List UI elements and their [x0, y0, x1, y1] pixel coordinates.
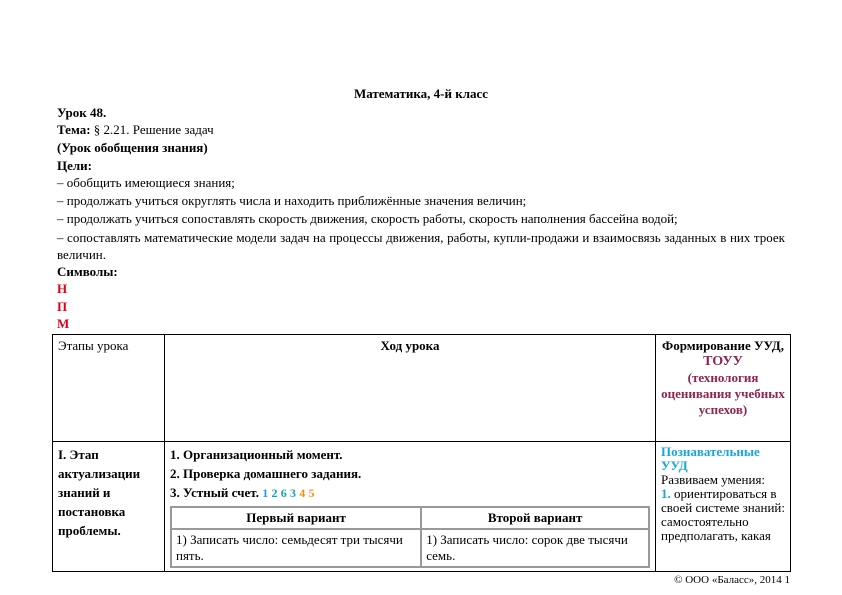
- symbol-n: Н: [57, 281, 68, 296]
- second-variant-task: 1) Записать число: сорок две тысячи семь.: [421, 529, 649, 567]
- variants-table: [170, 506, 650, 568]
- uud-develop: Развиваем умения:: [661, 472, 766, 487]
- step-number: 2: [271, 486, 278, 500]
- stage-name: I. Этап актуализации знаний и постановка проблемы.: [53, 442, 165, 572]
- plan-item: 1. Организационный момент.: [170, 447, 343, 462]
- step-number: 6: [280, 486, 287, 500]
- goal-item: – обобщить имеющиеся знания;: [57, 175, 235, 190]
- goal-item: – сопоставлять математические модели задач на процессы движения, работы, купли-продажи и взаимосвязь заданных в них троек величин.: [57, 230, 785, 262]
- plan-item: 2. Проверка домашнего задания.: [170, 466, 362, 481]
- uud-point: [661, 487, 785, 543]
- uud-header-title: Формирование УУД,: [662, 338, 784, 353]
- uud-header: [656, 335, 791, 442]
- topic-text: § 2.21. Решение задач: [90, 122, 214, 137]
- first-variant-task: 1) Записать число: семьдесят три тысячи пять.: [171, 529, 421, 567]
- lesson-flow-header: Ход урока: [165, 335, 656, 442]
- second-variant-header: Второй вариант: [421, 507, 649, 529]
- step-number: 3: [289, 486, 296, 500]
- lesson-plan: [165, 442, 656, 572]
- symbol-p: П: [57, 299, 68, 314]
- copyright-footer: © ООО «Баласс», 2014 1: [674, 574, 790, 586]
- table-row: [53, 442, 791, 572]
- table-row: [171, 529, 649, 567]
- goals-label: Цели:: [57, 158, 92, 173]
- symbols-label: Символы:: [57, 264, 118, 279]
- topic-label: Тема:: [57, 122, 91, 137]
- first-variant-header: Первый вариант: [171, 507, 421, 529]
- plan-item: [170, 483, 650, 503]
- page-title: Математика, 4-й класс: [353, 86, 489, 101]
- touu-description: (технология оценивания учебных успехов): [661, 370, 785, 417]
- topic-line: [57, 122, 214, 138]
- uud-heading: Познавательные УУД: [661, 444, 760, 473]
- stages-header: Этапы урока: [53, 335, 165, 442]
- uud-point-number: 1.: [661, 486, 671, 501]
- step-number: 1: [262, 486, 269, 500]
- lesson-number: Урок 48.: [57, 105, 107, 120]
- touu-label: ТОУУ: [703, 354, 743, 369]
- step-number: 4: [299, 486, 306, 500]
- lesson-table: [52, 334, 791, 572]
- uud-cell: [656, 442, 791, 572]
- table-header-row: [53, 335, 791, 442]
- symbol-m: М: [57, 316, 70, 331]
- step-number: 5: [308, 486, 315, 500]
- goal-item: – продолжать учиться округлять числа и находить приближённые значения величин;: [57, 193, 527, 208]
- uud-point-text: ориентироваться в своей системе знаний: самостоятельно предполагать, какая: [661, 486, 785, 543]
- goal-item: – продолжать учиться сопоставлять скорость движения, скорость работы, скорость наполнения бассейна водой;: [57, 211, 678, 226]
- lesson-type: (Урок обобщения знания): [57, 140, 208, 155]
- variants-header-row: [171, 507, 649, 529]
- plan-item-text: 3. Устный счет.: [170, 485, 259, 500]
